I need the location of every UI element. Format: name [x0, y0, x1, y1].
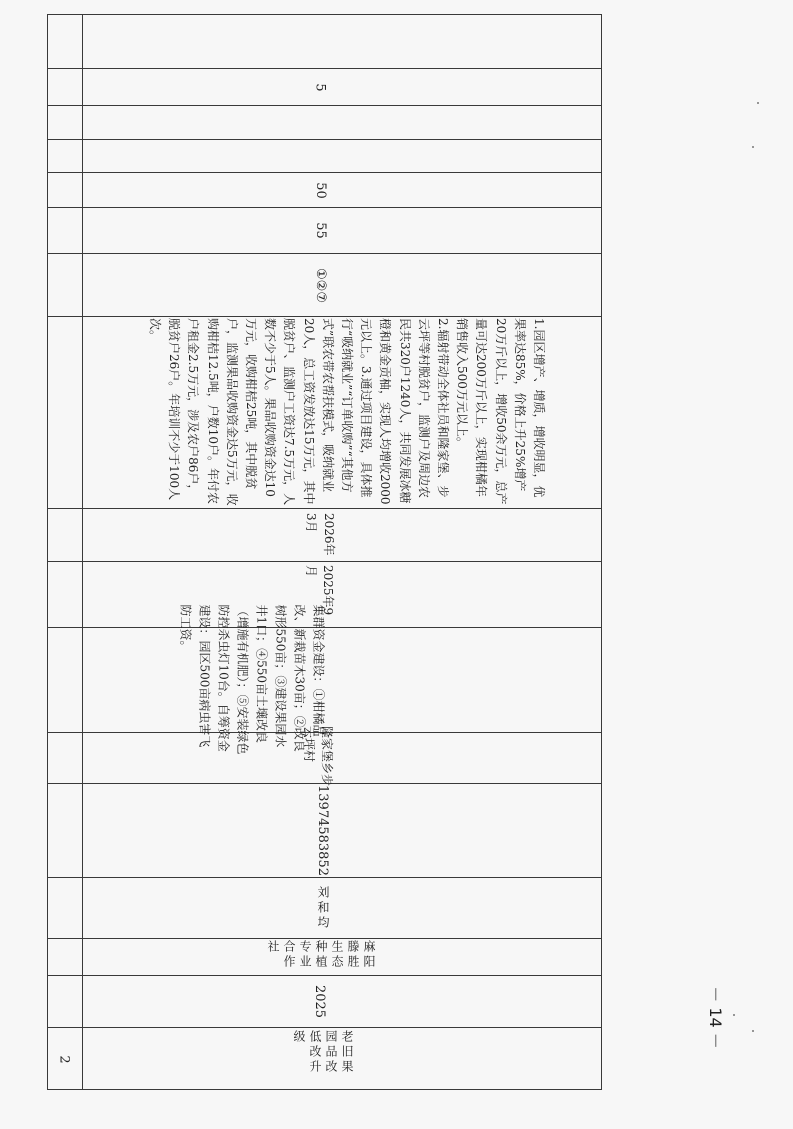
self-funds-cell	[300, 70, 340, 104]
table-border-right	[601, 14, 602, 1090]
table-divider	[82, 14, 83, 1090]
links: ①②⑦	[312, 267, 328, 303]
end-date: 2026年3月	[304, 513, 336, 556]
implementer-cell	[196, 940, 446, 975]
row-line	[47, 68, 602, 69]
implementer: 麻阳滕胜生态种植专业合作社	[266, 940, 376, 970]
contact-cell	[283, 880, 363, 937]
year-cell	[300, 976, 340, 1026]
cluster-funds: 50	[312, 181, 328, 199]
row-line	[47, 508, 602, 509]
row-line	[47, 316, 602, 317]
table-border-top	[47, 14, 602, 15]
cluster-funds-cell	[300, 174, 340, 206]
row-line	[47, 172, 602, 173]
phone-cell	[262, 785, 382, 875]
start-date-cell	[280, 563, 360, 626]
page-number: － 14 －	[705, 986, 725, 1049]
row-line	[47, 877, 602, 878]
end-date-cell	[290, 510, 350, 560]
project-name: 老旧果园品改低改升级	[292, 1030, 354, 1075]
row-line	[47, 105, 602, 106]
scan-speck	[752, 146, 754, 148]
project-name-cell	[228, 1030, 418, 1088]
phone: 13974583852	[314, 784, 330, 876]
table-border-left	[47, 14, 48, 1090]
row-line	[47, 139, 602, 140]
scan-speck	[752, 1030, 754, 1032]
row-number	[47, 1030, 82, 1088]
row-line	[47, 561, 602, 562]
links-cell	[300, 256, 340, 314]
benefit-cell	[88, 318, 548, 506]
construction-content-cell	[178, 604, 326, 755]
row-line	[47, 1027, 602, 1028]
row-line	[47, 938, 602, 939]
contact: 刘和均	[316, 886, 330, 931]
year: 2025	[312, 984, 328, 1018]
benefit-text: 1.园区增产、增质，增收明显，优果率达85%，价格上升25%增产20万斤以上，增收50余万元，总产量可达200万斤以上，实现柑橘年销售收入500万元以上。 2.辐射带动全体社员和隆家堡、步云坪等村脱贫户，监测户及周边农民共320户1240人，共同发展冰糖橙和黄金贡柚，实现人均增收2000元以上。3.通过项目建设，具体推行“吸纳就业”“订单收购”“其他方式”联农带农帮扶模式，吸纳就业20人，总工资发放达15万元，其中脱贫户、监测户工资达7.5万元，人数不少于5人。果品收购资金达10万元，收购柑桔25吨，其中脱贫户，监测果品收购资金达5万元，收购柑桔12.5吨，户数10户。年付农户租金2.5万元，涉及农户86户，脱贫户26户。年培训不少于100人次。	[147, 318, 546, 506]
self-funds: 5	[312, 82, 328, 92]
row-line	[47, 253, 602, 254]
total-investment: 55	[312, 221, 328, 239]
total-investment-cell	[300, 209, 340, 251]
table-border-bottom	[47, 1089, 602, 1090]
row-line	[47, 207, 602, 208]
scan-speck	[757, 102, 759, 104]
start-date: 2025年9月	[304, 564, 335, 615]
row-number-text: 2	[57, 1054, 72, 1064]
construction-content: 集群资金建设：①柑橘品改、新栽苗木30亩；②改良树形550亩；③建设果园水井1口；④550亩土壤改良（增施有机肥）；⑤安装绿色防控杀虫灯10台。自筹资金建设：园区500亩病虫害飞防工资。	[178, 604, 326, 755]
location: 隆家堡乡步云坪村	[302, 726, 334, 787]
scan-speck	[733, 1014, 735, 1016]
